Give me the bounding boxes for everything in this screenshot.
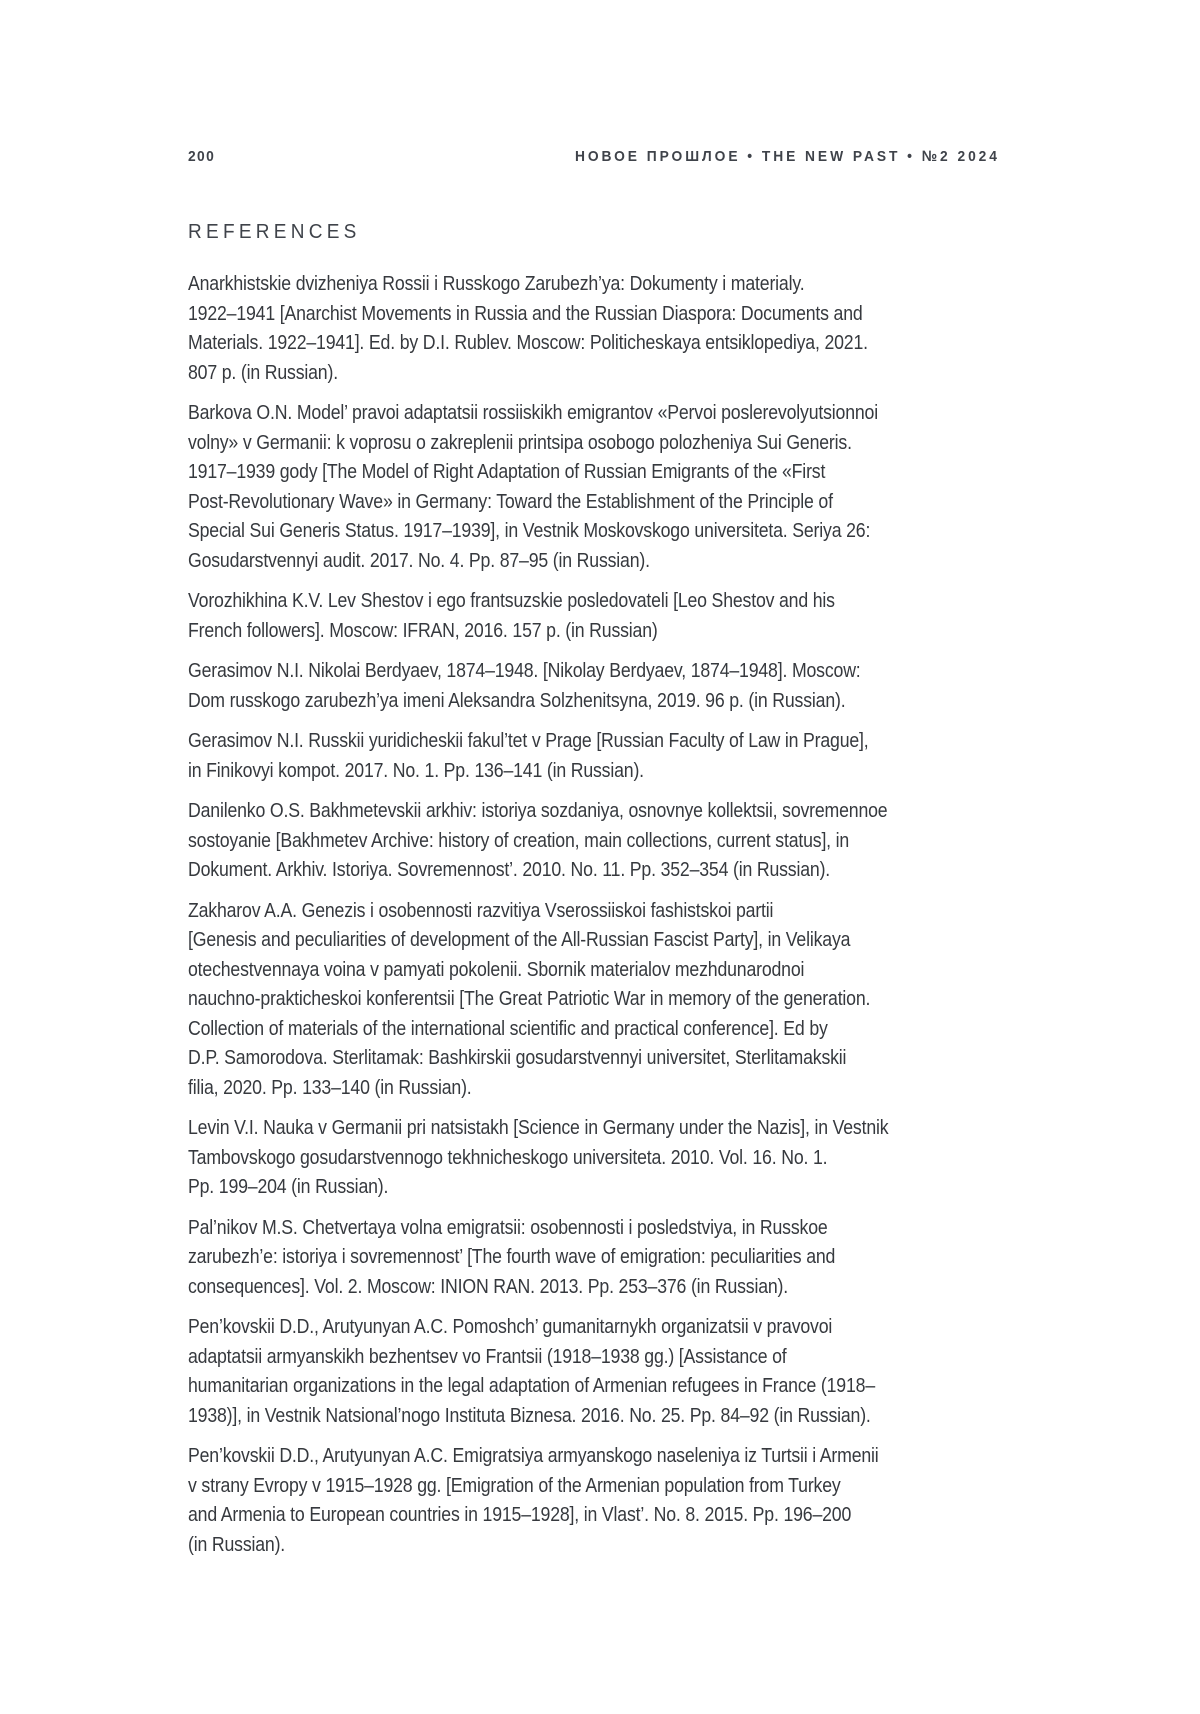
reference-line: Anarkhistskie dvizheniya Rossii i Russkogo Zarubezh’ya: Dokumenty i materialy.	[188, 273, 805, 295]
reference-line: Pen’kovskii D.D., Arutyunyan A.C. Emigratsiya armyanskogo naseleniya iz Turtsii i Armenii	[188, 1445, 879, 1467]
journal-page	[188, 0, 1000, 1571]
reference-entry	[188, 897, 1000, 1104]
reference-list	[188, 270, 1000, 1560]
reference-line: [Genesis and peculiarities of development of the All-Russian Fascist Party], in Velikaya	[188, 929, 851, 951]
references-heading: REFERENCES	[188, 221, 361, 243]
reference-line: Pal’nikov M.S. Chetvertaya volna emigratsii: osobennosti i posledstviya, in Russkoe	[188, 1216, 828, 1239]
reference-line: Gerasimov N.I. Nikolai Berdyaev, 1874–1948. [Nikolay Berdyaev, 1874–1948]. Moscow:	[188, 660, 861, 682]
reference-line: Materials. 1922–1941]. Ed. by D.I. Rublev. Moscow: Politicheskaya entsiklopediya, 2021.	[188, 332, 868, 354]
reference-line: consequences]. Vol. 2. Moscow: INION RAN. 2013. Pp. 253–376 (in Russian).	[188, 1275, 789, 1298]
reference-line: D.P. Samorodova. Sterlitamak: Bashkirskii gosudarstvennyi universitet, Sterlitamakskii	[188, 1047, 847, 1069]
reference-line: Barkova O.N. Model’ pravoi adaptatsii rossiiskikh emigrantov «Pervoi poslerevolyutsionnoi	[188, 402, 878, 424]
reference-line: Gosudarstvennyi audit. 2017. No. 4. Pp. 87–95 (in Russian).	[188, 549, 650, 572]
reference-line: Vorozhikhina K.V. Lev Shestov i ego frantsuzskie posledovateli [Leo Shestov and his	[188, 590, 835, 612]
reference-entry	[188, 727, 1000, 786]
reference-line: 1938)], in Vestnik Natsional’nogo Instituta Biznesa. 2016. No. 25. Pp. 84–92 (in Russian).	[188, 1404, 871, 1427]
reference-entry	[188, 399, 1000, 576]
reference-entry	[188, 1214, 1000, 1303]
reference-line: Special Sui Generis Status. 1917–1939], in Vestnik Moskovskogo universiteta. Seriya 26:	[188, 520, 871, 542]
reference-line: French followers]. Moscow: IFRAN, 2016. 157 p. (in Russian)	[188, 619, 658, 642]
reference-line: 807 p. (in Russian).	[188, 361, 338, 384]
reference-line: Dokument. Arkhiv. Istoriya. Sovremennost’. 2010. No. 11. Pp. 352–354 (in Russian).	[188, 859, 831, 881]
reference-line: Zakharov A.A. Genezis i osobennosti razvitiya Vserossiiskoi fashistskoi partii	[188, 899, 774, 922]
reference-line: 1917–1939 gody [The Model of Right Adaptation of Russian Emigrants of the «First	[188, 461, 826, 483]
reference-line: in Finikovyi kompot. 2017. No. 1. Pp. 136–141 (in Russian).	[188, 759, 644, 782]
reference-line: Levin V.I. Nauka v Germanii pri natsistakh [Science in Germany under the Nazis], in Vestnik	[188, 1117, 889, 1139]
page-number: 200	[188, 148, 216, 165]
reference-line: v strany Evropy v 1915–1928 gg. [Emigration of the Armenian population from Turkey	[188, 1474, 841, 1497]
reference-line: Gerasimov N.I. Russkii yuridicheskii fakul’tet v Prage [Russian Faculty of Law in Prague],	[188, 730, 869, 752]
reference-line: zarubezh’e: istoriya i sovremennost’ [The fourth wave of emigration: peculiarities and	[188, 1246, 836, 1268]
reference-line: Pp. 199–204 (in Russian).	[188, 1176, 389, 1198]
reference-line: and Armenia to European countries in 1915–1928], in Vlast’. No. 8. 2015. Pp. 196–200	[188, 1504, 852, 1526]
running-head	[188, 148, 1000, 165]
reference-line: volny» v Germanii: k voprosu o zakreplenii printsipa osobogo polozheniya Sui Generis.	[188, 431, 852, 454]
reference-line: adaptatsii armyanskikh bezhentsev vo Frantsii (1918–1938 gg.) [Assistance of	[188, 1345, 787, 1368]
journal-header: НОВОЕ ПРОШЛОЕ • THE NEW PAST • №2 2024	[575, 148, 1000, 165]
reference-line: sostoyanie [Bakhmetev Archive: history of creation, main collections, current status], in	[188, 829, 850, 852]
reference-line: Post-Revolutionary Wave» in Germany: Toward the Establishment of the Principle of	[188, 490, 833, 513]
reference-entry	[188, 1114, 1000, 1203]
reference-line: (in Russian).	[188, 1533, 286, 1556]
reference-entry	[188, 587, 1000, 646]
reference-entry	[188, 270, 1000, 388]
reference-line: Pen’kovskii D.D., Arutyunyan A.C. Pomoshch’ gumanitarnykh organizatsii v pravovoi	[188, 1316, 833, 1338]
reference-line: nauchno-prakticheskoi konferentsii [The Great Patriotic War in memory of the generation.	[188, 988, 871, 1010]
reference-line: humanitarian organizations in the legal adaptation of Armenian refugees in France (1918–	[188, 1375, 875, 1397]
reference-line: filia, 2020. Pp. 133–140 (in Russian).	[188, 1076, 472, 1099]
reference-entry	[188, 657, 1000, 716]
reference-line: otechestvennaya voina v pamyati pokolenii. Sbornik materialov mezhdunarodnoi	[188, 958, 805, 981]
reference-entry	[188, 1313, 1000, 1431]
reference-entry	[188, 1442, 1000, 1560]
reference-line: 1922–1941 [Anarchist Movements in Russia and the Russian Diaspora: Documents and	[188, 302, 863, 325]
reference-line: Tambovskogo gosudarstvennogo tekhnicheskogo universiteta. 2010. Vol. 16. No. 1.	[188, 1146, 828, 1169]
reference-line: Danilenko O.S. Bakhmetevskii arkhiv: istoriya sozdaniya, osnovnye kollektsii, sovremennoe	[188, 800, 888, 822]
reference-line: Collection of materials of the international scientific and practical conference]. Ed by	[188, 1017, 828, 1040]
reference-entry	[188, 797, 1000, 886]
reference-line: Dom russkogo zarubezh’ya imeni Aleksandra Solzhenitsyna, 2019. 96 p. (in Russian).	[188, 689, 846, 712]
